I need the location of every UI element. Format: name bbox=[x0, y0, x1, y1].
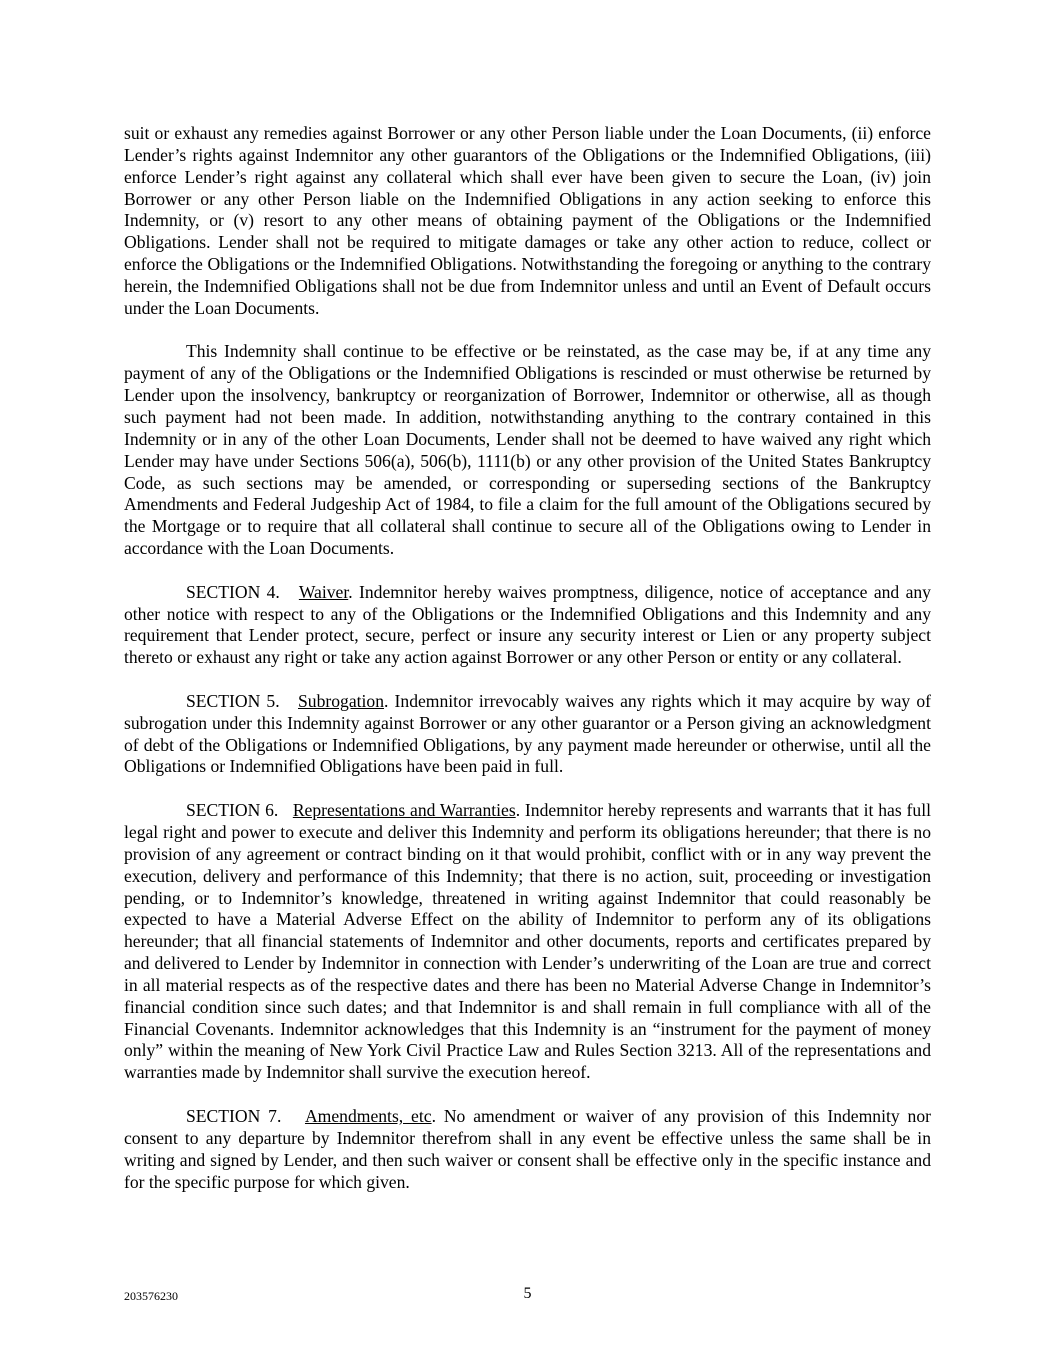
document-body bbox=[124, 123, 931, 1215]
section-number: SECTION 7. bbox=[186, 1105, 282, 1126]
section-number: SECTION 5. bbox=[186, 690, 280, 711]
paragraph-remedies: suit or exhaust any remedies against Borrower or any other Person liable under the Loan Documents, (ii) enforce Lender’s rights against Indemnitor any other guarantors of the Obligations or the Indemnified Obligations, (iii) enforce Lender’s right against any collateral which shall ever have been given to secure the Loan, (iv) join Borrower or any other Person liable on the Indemnified Obligations in any action seeking to enforce this Indemnity, or (v) resort to any other means of obtaining payment of the Obligations or the Indemnified Obligations. Lender shall not be required to mitigate damages or take any other action to reduce, collect or enforce the Obligations or the Indemnified Obligations. Notwithstanding the foregoing or anything to the contrary herein, the Indemnified Obligations shall not be due from Indemnitor unless and until an Event of Default occurs under the Loan Documents. bbox=[124, 123, 931, 318]
section-heading: Waiver bbox=[298, 581, 349, 602]
section-number: SECTION 6. bbox=[186, 800, 279, 821]
section-4-waiver bbox=[124, 582, 931, 669]
section-6-representations bbox=[124, 800, 931, 1084]
section-heading: Representations and Warranties bbox=[292, 800, 516, 821]
section-5-subrogation bbox=[124, 691, 931, 778]
section-heading: Subrogation bbox=[298, 690, 385, 711]
section-body: . Indemnitor hereby waives promptness, diligence, notice of acceptance and any other notice with respect to any of the Obligations or the Indemnified Obligations and this Indemnity and any requirement that Lender protect, secure, perfect or insure any security interest or Lien or any property subject thereto or exhaust any right or take any action against Borrower or any other Person or entity or any collateral. bbox=[124, 581, 931, 668]
section-number: SECTION 4. bbox=[186, 581, 280, 602]
section-heading: Amendments, etc bbox=[304, 1105, 432, 1126]
section-body: . Indemnitor hereby represents and warrants that it has full legal right and power to execute and deliver this Indemnity and perform its obligations hereunder; that there is no provision of any agreement or contract binding on it that would prohibit, conflict with or in any way prevent the execution, delivery and performance of this Indemnity; that there is no action, suit, proceeding or investigation pending, or to Indemnitor’s knowledge, threatened in writing against Indemnitor that could reasonably be expected to have a Material Adverse Effect on the ability of Indemnitor to perform any of its obligations hereunder; that all financial statements of Indemnitor and other documents, reports and certificates prepared by and delivered to Lender by Indemnitor in connection with Lender’s underwriting of the Loan are true and correct in all material respects as of the respective dates and there has been no Material Adverse Change in Indemnitor’s financial condition since such dates; and that Indemnitor is and shall remain in full compliance with all of the Financial Covenants. Indemnitor acknowledges that this Indemnity is an “instrument for the payment of money only” within the meaning of New York Civil Practice Law and Rules Section 3213. All of the representations and warranties made by Indemnitor shall survive the execution hereof. bbox=[124, 800, 931, 1083]
page-number: 5 bbox=[523, 1285, 532, 1302]
section-7-amendments bbox=[124, 1106, 931, 1193]
section-body: . Indemnitor irrevocably waives any rights which it may acquire by way of subrogation under this Indemnity against Borrower or any other guarantor or a Person giving an acknowledgment of debt of the Obligations or Indemnified Obligations, by any payment made hereunder or otherwise, until all the Obligations or Indemnified Obligations have been paid in full. bbox=[124, 690, 931, 777]
paragraph-reinstatement: This Indemnity shall continue to be effective or be reinstated, as the case may be, if at any time any payment of any of the Obligations or the Indemnified Obligations is rescinded or must otherwise be returned by Lender upon the insolvency, bankruptcy or reorganization of Borrower, Indemnitor or otherwise, all as though such payment had not been made. In addition, notwithstanding anything to the contrary contained in this Indemnity or in any of the other Loan Documents, Lender shall not be deemed to have waived any right which Lender may have under Sections 506(a), 506(b), 1111(b) or any other provision of the United States Bankruptcy Code, as such sections may be amended, or corresponding or superseding sections of the Bankruptcy Amendments and Federal Judgeship Act of 1984, to file a claim for the full amount of the Obligations secured by the Mortgage or to require that all collateral shall continue to secure all of the Obligations owing to Lender in accordance with the Loan Documents. bbox=[124, 341, 931, 559]
document-number: 203576230 bbox=[124, 1289, 178, 1303]
section-body: . No amendment or waiver of any provision of this Indemnity nor consent to any departure by Indemnitor therefrom shall in any event be effective unless the same shall be in writing and signed by Lender, and then such waiver or consent shall be effective only in the specific instance and for the specific purpose for which given. bbox=[124, 1105, 931, 1192]
